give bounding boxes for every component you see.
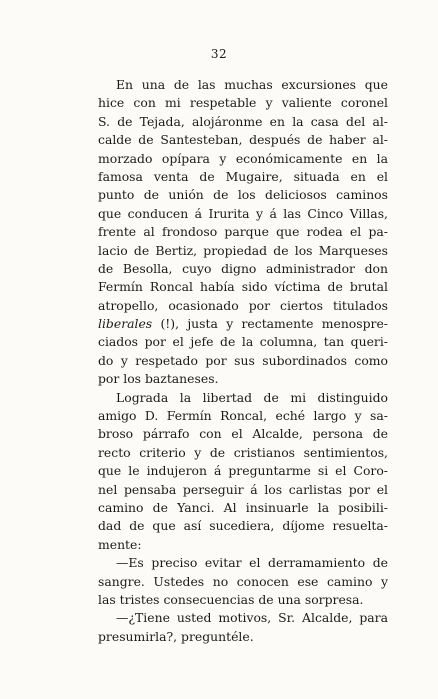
text-line: que conducen á Irurita y á las Cinco Villas, xyxy=(98,205,388,221)
text-line: por los baztaneses. xyxy=(98,371,219,387)
text-line: —¿Tiene usted motivos, Sr. Alcalde, para xyxy=(116,610,388,626)
text-line: las tristes consecuencias de una sorpresa. xyxy=(98,591,364,607)
body-text xyxy=(98,76,388,646)
text-line: nel pensaba perseguir á los carlistas por el xyxy=(98,481,388,497)
text-line: hice con mi respetable y valiente coronel xyxy=(98,95,388,111)
text-line: Lograda la libertad de mi distinguido xyxy=(116,389,388,405)
page-number: 32 xyxy=(210,47,228,61)
text-line: mente: xyxy=(98,536,142,552)
text-line: camino de Yanci. Al insinuarle la posibili- xyxy=(98,499,388,515)
text-line: de Besolla, cuyo digno administrador don xyxy=(98,260,388,276)
text-line: sangre. Ustedes no conocen ese camino y xyxy=(98,573,388,589)
text-line: S. de Tejada, alojáronme en la casa del al- xyxy=(98,113,388,129)
italic-word: liberales xyxy=(98,316,153,332)
text-line: presumirla?, preguntéle. xyxy=(98,628,254,644)
text-line: Fermín Roncal había sido víctima de brutal xyxy=(98,279,388,295)
text-line: recto criterio y de cristianos sentimientos, xyxy=(98,444,388,460)
text-line: atropello, ocasionado por ciertos titulados xyxy=(98,297,388,313)
text-line: famosa venta de Mugaire, situada en el xyxy=(98,168,388,184)
text-line: broso párrafo con el Alcalde, persona de xyxy=(98,426,388,442)
text-line: amigo D. Fermín Roncal, eché largo y sa- xyxy=(98,408,388,424)
text-line: que le indujeron á preguntarme si el Coro- xyxy=(98,463,388,479)
text-line: punto de unión de los deliciosos caminos xyxy=(98,187,388,203)
text-line: ciados por el jefe de la columna, tan queri- xyxy=(98,334,388,350)
text-line: dad de que así sucediera, díjome resuelta- xyxy=(98,518,388,534)
text-line: calde de Santesteban, después de haber al- xyxy=(98,132,388,148)
text-line: —Es preciso evitar el derramamiento de xyxy=(116,555,388,571)
text-line: morzado opípara y económicamente en la xyxy=(98,150,388,166)
text-line: do y respetado por sus subordinados como xyxy=(98,352,388,368)
text-line: liberales (!), justa y rectamente menospre- xyxy=(98,316,388,332)
text-line: lacio de Bertiz, propiedad de los Marqueses xyxy=(98,242,388,258)
text-line: En una de las muchas excursiones que xyxy=(116,77,388,92)
text-line: frente al frondoso parque que rodea el pa- xyxy=(98,224,388,240)
